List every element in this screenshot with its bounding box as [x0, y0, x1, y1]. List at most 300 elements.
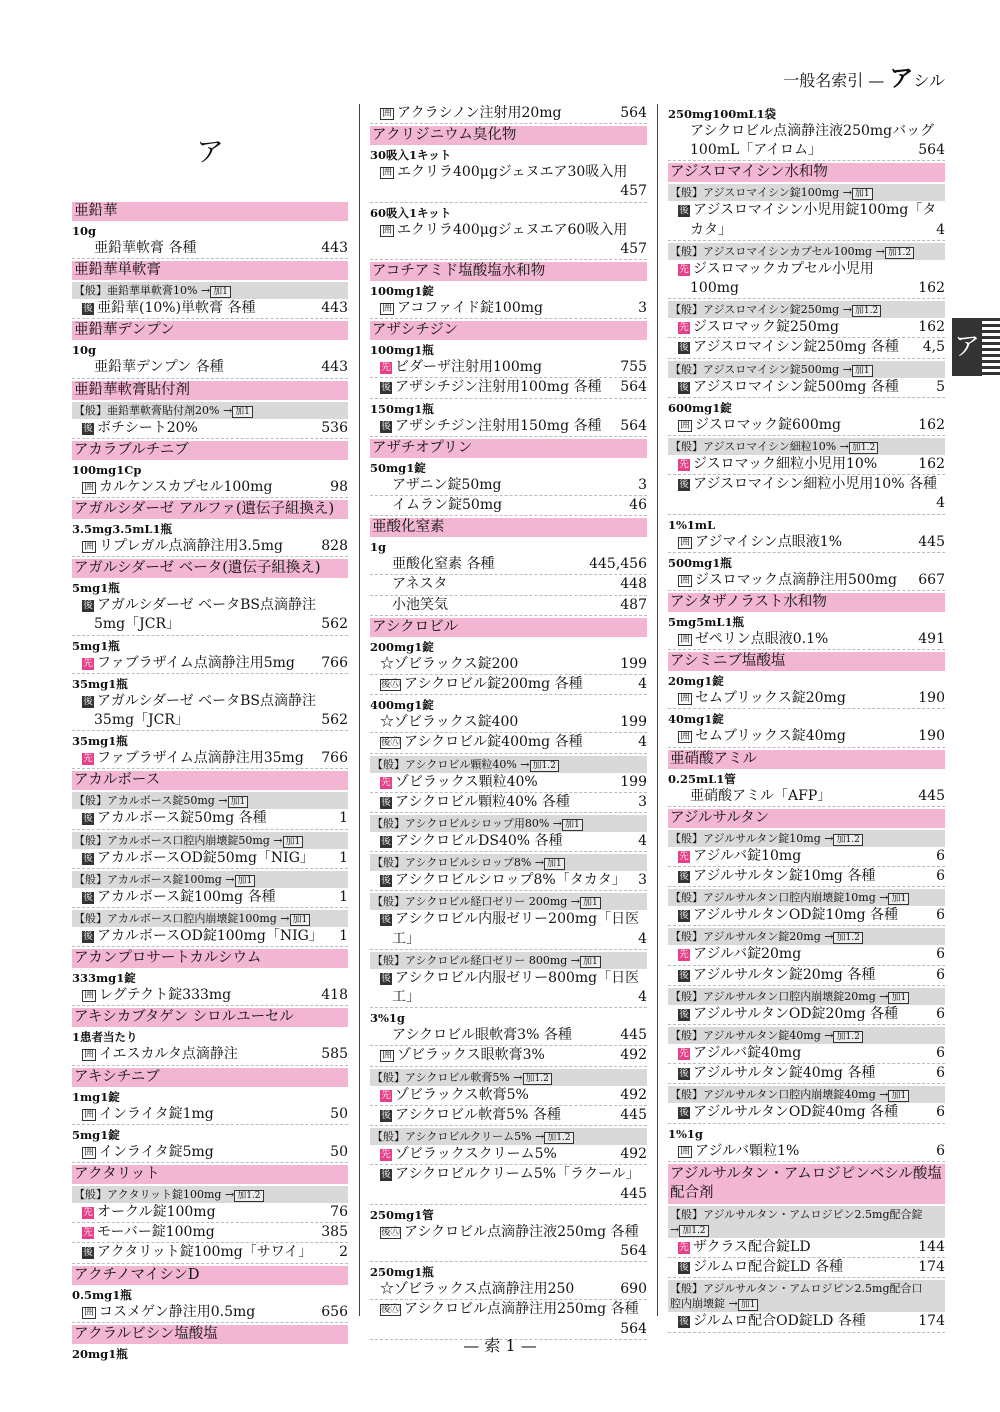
product-name [380, 1046, 616, 1065]
page-ref: 667 [918, 571, 945, 588]
addition-badge: 加1 [228, 796, 249, 808]
product-name-text: アジルサルタンOD錠10mg 各種 [693, 907, 899, 924]
category-badge-icon: 後 [381, 914, 391, 926]
generic-name-label-cont: → [670, 1222, 680, 1236]
generic-name-label: 【般】亜鉛華軟膏貼付剤20% → [74, 403, 233, 417]
product-row[interactable] [370, 299, 647, 319]
category-badge-icon: 先 [679, 459, 689, 471]
generic-name-row [668, 1280, 945, 1312]
drug-heading: アザチオプリン [370, 439, 647, 458]
product-name [380, 163, 643, 182]
category-badge-icon: 後㊇ [381, 737, 401, 749]
product-name-text: 小池笑気 [392, 596, 448, 613]
page-ref: 5 [936, 378, 945, 395]
dosage-spec: 250mg1瓶 [370, 1265, 434, 1280]
product-row[interactable] [668, 1103, 945, 1123]
dosage-spec: 1mg1錠 [72, 1089, 120, 1104]
product-row[interactable] [668, 1064, 945, 1084]
product-name [82, 478, 326, 497]
generic-name-label: 【般】アシクロビル軟膏5% → [372, 1070, 523, 1084]
product-name [678, 378, 932, 397]
category-badge-icon: 囲 [82, 1049, 96, 1061]
product-name [678, 847, 932, 866]
product-row[interactable] [668, 966, 945, 986]
product-name [82, 1143, 326, 1162]
product-row[interactable] [72, 1105, 348, 1125]
product-row[interactable] [668, 787, 945, 807]
generic-name-label: 【般】アカルボース口腔内崩壊錠50mg → [74, 833, 283, 847]
product-row[interactable] [668, 1142, 945, 1162]
product-name-text: レグテクト錠333mg [99, 987, 232, 1004]
page-ref: 4,5 [922, 339, 945, 356]
page-ref: 3 [638, 793, 647, 810]
drug-heading: アクタリット [72, 1165, 348, 1184]
page-ref: 443 [321, 300, 348, 317]
product-name [380, 1223, 643, 1242]
product-row[interactable] [668, 416, 945, 436]
category-badge-icon: 後 [679, 342, 689, 354]
product-row[interactable] [370, 476, 647, 496]
product-row[interactable] [370, 1242, 647, 1262]
product-row[interactable] [370, 1046, 647, 1066]
product-row[interactable] [668, 1258, 945, 1278]
product-row[interactable] [370, 1026, 647, 1046]
product-name-text: アシクロビル顆粒40% 各種 [395, 793, 570, 810]
product-name-text: ボチシート20% [97, 419, 198, 436]
product-name [392, 930, 634, 949]
product-row[interactable] [370, 871, 647, 891]
product-name-text: アシクロビル眼軟膏3% 各種 [392, 1027, 572, 1044]
page-ref: 457 [620, 183, 647, 200]
product-row[interactable] [370, 1280, 647, 1300]
product-name [392, 596, 616, 615]
product-row[interactable] [370, 182, 647, 202]
category-badge-icon: 後㊇ [381, 1226, 401, 1238]
product-name [678, 1005, 932, 1024]
addition-badge: 加1 [852, 365, 873, 377]
product-name [392, 240, 616, 259]
generic-name-row [370, 1069, 647, 1086]
page-ref: 174 [918, 1259, 945, 1276]
product-name [380, 378, 616, 397]
page-ref: 76 [330, 1204, 348, 1221]
product-row[interactable] [370, 575, 647, 595]
product-name [82, 927, 335, 946]
product-name [82, 596, 344, 615]
page-ref: 50 [330, 1105, 348, 1122]
product-name [82, 692, 344, 711]
page-ref: 4 [638, 930, 647, 947]
page-ref: 656 [321, 1303, 348, 1320]
product-row[interactable] [72, 927, 348, 947]
product-row[interactable] [370, 930, 647, 950]
product-row[interactable] [370, 793, 647, 813]
product-name-text: 亜鉛華(10%)単軟膏 各種 [97, 300, 256, 317]
product-name [678, 533, 914, 552]
product-name-text: アジルバ顆粒1% [695, 1142, 800, 1159]
category-badge-icon: 後 [679, 1008, 689, 1020]
product-row[interactable] [668, 945, 945, 965]
dosage-spec: 30吸入1キット [370, 148, 452, 163]
product-name-text: アシクロビル点滴静注液250mg 各種 [404, 1223, 639, 1240]
page-ref: 828 [321, 538, 348, 555]
addition-badge: 加1.2 [833, 932, 862, 944]
product-name-text: モーバー錠100mg [97, 1224, 215, 1241]
product-name-text: アジスロマイシン小児用錠100mg「タ [693, 202, 937, 219]
category-badge-icon: 後 [381, 1109, 391, 1121]
page-ref: 6 [936, 868, 945, 885]
page-ref: 199 [620, 714, 647, 731]
product-row[interactable] [370, 1145, 647, 1165]
product-name-text: アカルボースOD錠50mg「NIG」 [97, 849, 314, 866]
product-row[interactable] [370, 1185, 647, 1205]
product-row[interactable] [72, 596, 348, 615]
dosage-spec: 1患者当たり [72, 1030, 138, 1045]
product-row[interactable] [72, 1045, 348, 1065]
product-row[interactable] [72, 478, 348, 498]
product-row[interactable] [370, 240, 647, 260]
generic-name-row [668, 184, 945, 201]
category-badge-icon: 後 [381, 836, 391, 848]
product-name [82, 986, 317, 1005]
dosage-spec: 600mg1錠 [668, 400, 732, 415]
product-name-text: ☆ゾビラックス錠200 [380, 655, 519, 672]
product-name-text: アシクロビル内服ゼリー800mg「日医 [395, 969, 640, 986]
product-row[interactable] [72, 358, 348, 378]
product-name [82, 1045, 317, 1064]
page-ref: 3 [638, 872, 647, 889]
product-row[interactable] [370, 773, 647, 793]
generic-name-row [668, 988, 945, 1005]
product-name-text: イエスカルタ点滴静注 [99, 1046, 238, 1063]
product-name [380, 675, 634, 694]
page-ref: 766 [321, 750, 348, 767]
product-name-text: アジスロマイシン錠500mg 各種 [693, 378, 899, 395]
category-badge-icon: 後 [381, 796, 391, 808]
index-letter-tab[interactable] [952, 318, 1000, 376]
addition-badge: 加1.2 [849, 442, 878, 454]
product-name [380, 417, 616, 436]
drug-heading: 亜鉛華デンプン [72, 321, 348, 340]
product-row[interactable] [370, 378, 647, 398]
category-badge-icon: 後 [83, 600, 93, 612]
dosage-spec: 0.5mg1瓶 [72, 1287, 132, 1302]
product-row[interactable] [370, 596, 647, 616]
product-name-text: アジスロマイシン細粒小児用10% 各種 [693, 476, 937, 493]
product-row[interactable] [668, 221, 945, 241]
product-name-text: アシクロビル錠400mg 各種 [404, 734, 583, 751]
category-badge-icon: 後 [381, 382, 391, 394]
addition-badge: 加1 [580, 897, 601, 909]
page-ref: 690 [620, 1281, 647, 1298]
product-row[interactable] [370, 655, 647, 675]
product-row[interactable] [668, 122, 945, 141]
product-name-text: アジマイシン点眼液1% [695, 533, 843, 550]
category-badge-icon: 後 [83, 891, 93, 903]
product-name [380, 1280, 616, 1299]
category-badge-icon: 囲 [380, 303, 394, 315]
page-ref: 585 [321, 1046, 348, 1063]
header-section: 一般名索引 — [783, 71, 885, 90]
generic-name-row [72, 910, 348, 927]
page-ref: 536 [321, 419, 348, 436]
product-name-text: 工」 [392, 989, 420, 1006]
page-ref: 3 [638, 300, 647, 317]
page-ref: 6 [936, 1045, 945, 1062]
product-row[interactable] [72, 299, 348, 319]
product-row[interactable] [72, 1223, 348, 1243]
product-row[interactable] [668, 867, 945, 887]
product-row[interactable] [668, 338, 945, 358]
product-row[interactable] [370, 1106, 647, 1126]
product-row[interactable] [370, 675, 647, 695]
product-row[interactable] [72, 1143, 348, 1163]
product-row[interactable] [668, 1312, 945, 1332]
product-name-text: アジルバ錠10mg [693, 847, 802, 864]
drug-heading: アガルシダーゼ アルファ(遺伝子組換え) [72, 500, 348, 519]
product-row[interactable] [668, 201, 945, 220]
dosage-spec: 40mg1錠 [668, 712, 724, 727]
page-ref: 6 [936, 1142, 945, 1159]
product-name [82, 1105, 326, 1124]
product-row[interactable] [668, 1005, 945, 1025]
category-badge-icon: 囲 [82, 1307, 96, 1319]
product-name [678, 966, 932, 985]
page-ref [941, 201, 945, 220]
dosage-spec: 35mg1瓶 [72, 676, 128, 691]
product-name-text: ジスロマック錠600mg [695, 416, 841, 433]
product-row[interactable] [72, 1303, 348, 1323]
dosage-spec: 3.5mg3.5mL1瓶 [72, 522, 172, 537]
product-row[interactable] [370, 555, 647, 575]
product-row[interactable] [370, 1086, 647, 1106]
section-letter-title: ア [195, 135, 224, 168]
product-name-text: エクリラ400μgジェヌエア60吸入用 [397, 221, 628, 238]
product-row[interactable] [668, 689, 945, 709]
product-row[interactable] [668, 378, 945, 398]
product-row[interactable] [370, 104, 647, 124]
product-name [82, 749, 317, 768]
generic-name-row [370, 1128, 647, 1145]
product-row[interactable] [370, 832, 647, 852]
drug-heading: アザシチジン [370, 321, 647, 340]
product-name-text: ☆ゾビラックス点滴静注用250 [380, 1281, 575, 1298]
page-ref: 50 [330, 1143, 348, 1160]
product-name [380, 793, 634, 812]
product-row[interactable] [370, 988, 647, 1008]
product-row[interactable] [370, 910, 647, 929]
product-name [678, 260, 941, 279]
page-number-footer: — 索 1 — [463, 1336, 537, 1355]
product-row[interactable] [370, 713, 647, 733]
product-row[interactable] [370, 496, 647, 516]
drug-heading: アクラルビシン塩酸塩 [72, 1325, 348, 1344]
index-column-3 [668, 104, 945, 1333]
dosage-spec: 50mg1錠 [370, 460, 426, 475]
product-name-text: アジルサルタンOD錠40mg 各種 [693, 1104, 899, 1121]
drug-heading: アシタザノラスト水和物 [668, 593, 945, 612]
product-name [678, 906, 932, 925]
product-row[interactable] [72, 537, 348, 557]
page-ref: 199 [620, 655, 647, 672]
category-badge-icon: 囲 [678, 1146, 692, 1158]
dosage-spec: 20mg1錠 [668, 674, 724, 689]
dosage-spec: 5mg1瓶 [72, 581, 120, 596]
product-name-text: アシクロビル点滴静注液250mgバッグ [690, 123, 935, 139]
dosage-spec: 60吸入1キット [370, 205, 452, 220]
product-name-text: 亜硝酸アミル「AFP」 [690, 787, 832, 804]
product-name [678, 1142, 932, 1161]
drug-heading: アシクロビル [370, 618, 647, 637]
product-row[interactable] [370, 1223, 647, 1242]
product-row[interactable] [668, 1044, 945, 1064]
page-ref: 445 [620, 1106, 647, 1123]
generic-name-label: 【般】アシクロビル経口ゼリー 200mg → [372, 895, 581, 909]
product-name-text: アガルシダーゼ ベータBS点滴静注 [97, 597, 316, 614]
product-row[interactable] [370, 417, 647, 437]
product-name-text: ビダーザ注射用100mg [395, 359, 542, 376]
page-ref: 448 [620, 576, 647, 593]
generic-name-row [370, 815, 647, 832]
generic-name-row [72, 792, 348, 809]
product-row[interactable] [370, 733, 647, 753]
product-row[interactable] [370, 358, 647, 378]
generic-name-row [72, 832, 348, 849]
product-name [678, 1044, 932, 1063]
dosage-spec: 20mg1瓶 [72, 1346, 128, 1361]
product-row[interactable] [668, 494, 945, 514]
drug-heading: アコチアミド塩酸塩水和物 [370, 262, 647, 281]
product-row[interactable] [668, 847, 945, 867]
category-badge-icon: 後 [679, 1107, 689, 1119]
product-row[interactable] [370, 1300, 647, 1319]
generic-name-row [668, 1027, 945, 1044]
product-row[interactable] [668, 630, 945, 650]
addition-badge: 加1.2 [833, 1031, 862, 1043]
drug-heading: アカンプロサートカルシウム [72, 949, 348, 968]
dosage-spec: 200mg1錠 [370, 639, 434, 654]
product-name-text: ファブラザイム点滴静注用5mg [97, 654, 295, 671]
product-row[interactable] [72, 692, 348, 711]
category-badge-icon: 先 [381, 362, 391, 374]
category-badge-icon: 先 [83, 1227, 93, 1239]
category-badge-icon: 先 [381, 776, 391, 788]
product-name [392, 1026, 616, 1045]
product-row[interactable] [668, 727, 945, 747]
page-ref: 443 [321, 240, 348, 256]
drug-heading: アクチノマイシンD [72, 1266, 348, 1285]
product-name [380, 1165, 643, 1184]
category-badge-icon: 先 [679, 322, 689, 334]
product-row[interactable] [72, 749, 348, 769]
product-row[interactable] [72, 809, 348, 829]
category-badge-icon: 先 [679, 1048, 689, 1060]
product-name-text: ゾビラックス顆粒40% [395, 773, 538, 790]
category-badge-icon: 後 [83, 303, 93, 315]
addition-badge: 加1 [580, 956, 601, 968]
page-ref: 144 [918, 1238, 945, 1255]
generic-name-row [72, 871, 348, 888]
page-ref: 562 [321, 712, 348, 729]
dosage-spec: 1%1g [668, 1126, 703, 1141]
generic-name-row [668, 361, 945, 378]
page-ref: 46 [629, 497, 647, 514]
product-name-text: アジルサルタン錠20mg 各種 [693, 966, 876, 983]
product-name-text: カルケンスカプセル100mg [99, 478, 273, 495]
product-row[interactable] [668, 260, 945, 279]
product-row[interactable] [668, 318, 945, 338]
category-badge-icon: 後 [679, 381, 689, 393]
category-badge-icon: 後 [381, 972, 391, 984]
product-row[interactable] [72, 986, 348, 1006]
product-name [82, 1243, 335, 1262]
product-row[interactable] [370, 221, 647, 240]
column-divider [657, 104, 658, 1316]
page-ref: 3 [638, 476, 647, 493]
header-range: シル [913, 71, 945, 90]
dosage-spec: 3%1g [370, 1011, 405, 1026]
product-row[interactable] [72, 1203, 348, 1223]
product-name-text: エクリラ400μgジェヌエア30吸入用 [397, 164, 628, 181]
column-divider [359, 104, 360, 1316]
product-row[interactable] [370, 1165, 647, 1184]
generic-name-label-cont: 腔内崩壊錠 → [670, 1297, 738, 1311]
category-badge-icon: 囲 [82, 541, 96, 553]
product-row[interactable] [72, 849, 348, 869]
drug-heading: 亜鉛華単軟膏 [72, 261, 348, 280]
category-badge-icon: 囲 [380, 1050, 394, 1062]
dosage-spec: 10g [72, 343, 97, 358]
product-row[interactable] [668, 279, 945, 299]
category-badge-icon: 囲 [380, 108, 394, 120]
product-row[interactable] [72, 419, 348, 439]
product-row[interactable] [668, 906, 945, 926]
product-row[interactable] [72, 888, 348, 908]
product-name-text: アシクロビルDS40% 各種 [395, 833, 563, 850]
product-row[interactable] [668, 533, 945, 553]
product-row[interactable] [72, 615, 348, 635]
generic-name-row [668, 1206, 945, 1238]
drug-heading: アジルサルタン・アムロジピンベシル酸塩配合剤 [668, 1164, 945, 1204]
product-name-text: アジルサルタン錠10mg 各種 [693, 868, 876, 885]
product-row[interactable] [72, 711, 348, 731]
product-name [380, 773, 616, 792]
product-row[interactable] [370, 163, 647, 182]
product-row[interactable] [668, 1238, 945, 1258]
product-row[interactable] [72, 239, 348, 259]
product-name-text: ゾビラックス眼軟膏3% [397, 1047, 545, 1064]
generic-name-label: 【般】アクタリット錠100mg → [74, 1188, 235, 1202]
product-row[interactable] [72, 654, 348, 674]
category-badge-icon: 後 [83, 695, 93, 707]
product-name-text: アクタリット錠100mg「サワイ」 [97, 1244, 313, 1261]
page-ref [941, 122, 945, 141]
drug-heading: アジスロマイシン水和物 [668, 163, 945, 182]
category-badge-icon: 後 [679, 1316, 689, 1328]
product-row[interactable] [668, 475, 945, 494]
product-row[interactable] [668, 141, 945, 161]
product-name [380, 713, 616, 732]
category-badge-icon: 先 [679, 1241, 689, 1253]
product-row[interactable] [668, 571, 945, 591]
page-ref: 199 [620, 773, 647, 790]
page-ref [643, 163, 647, 182]
product-row[interactable] [668, 455, 945, 475]
page-ref: 174 [918, 1313, 945, 1330]
product-row[interactable] [72, 1243, 348, 1263]
product-row[interactable] [370, 969, 647, 988]
product-name [392, 476, 634, 495]
